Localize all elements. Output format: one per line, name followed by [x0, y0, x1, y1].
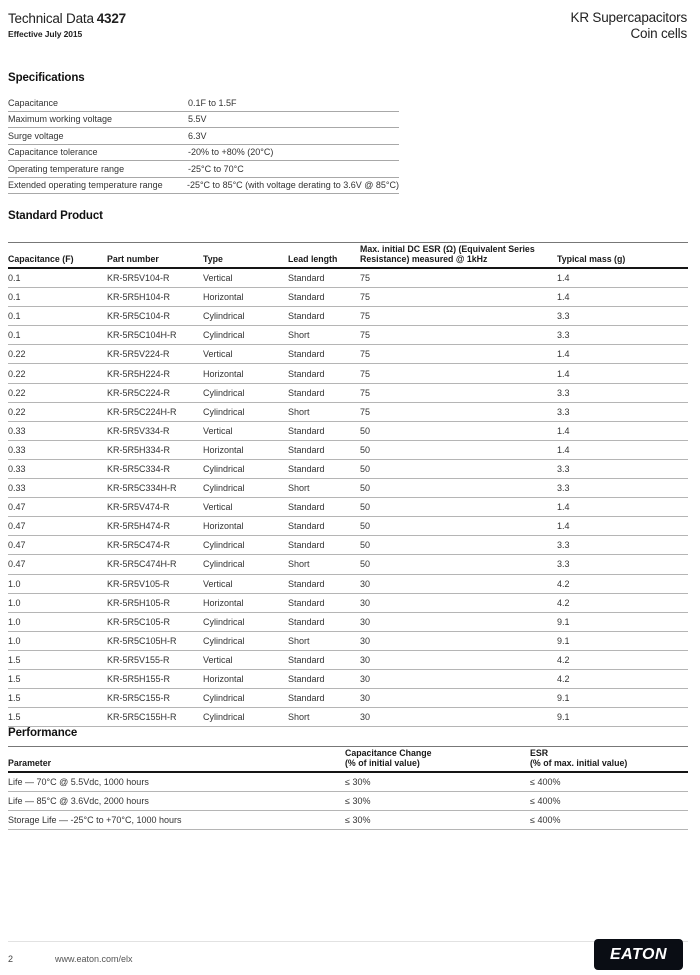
table-row — [8, 161, 399, 178]
eaton-logo — [594, 939, 683, 970]
table-cell: KR-5R5C474H-R — [107, 559, 177, 570]
table-cell: Cylindrical — [203, 616, 245, 627]
table-row — [8, 307, 688, 326]
table-cell: KR-5R5V224-R — [107, 349, 170, 360]
table-cell: 3.3 — [557, 330, 570, 341]
table-cell: Standard — [288, 425, 325, 436]
table-cell: 1.4 — [557, 425, 570, 436]
table-cell: Standard — [288, 387, 325, 398]
table-cell: Capacitance tolerance — [8, 147, 98, 158]
table-cell: Cylindrical — [203, 406, 245, 417]
table-row — [8, 594, 688, 613]
table-cell: 50 — [360, 463, 371, 474]
table-cell: 30 — [360, 712, 371, 723]
table-cell: Short — [288, 712, 310, 723]
table-row — [8, 811, 688, 830]
table-cell: 0.1F to 1.5F — [188, 97, 237, 108]
table-cell: -20% to +80% (20°C) — [188, 147, 274, 158]
table-cell: 1.0 — [8, 616, 21, 627]
table-cell: 1.5 — [8, 654, 21, 665]
table-cell: ≤ 30% — [345, 796, 371, 806]
performance-section — [8, 727, 688, 830]
table-cell: 30 — [360, 597, 371, 608]
table-cell: 4.2 — [557, 654, 570, 665]
table-cell: 0.1 — [8, 292, 21, 303]
table-cell: 0.47 — [8, 559, 26, 570]
table-cell: 3.3 — [557, 559, 570, 570]
table-row — [8, 128, 399, 145]
table-cell: Standard — [288, 463, 325, 474]
table-cell: KR-5R5H105-R — [107, 597, 171, 608]
table-cell: 0.22 — [8, 387, 26, 398]
table-row — [8, 288, 688, 307]
column-header — [530, 749, 688, 768]
table-row — [8, 403, 688, 422]
table-cell: Horizontal — [203, 521, 244, 532]
table-row — [8, 364, 688, 383]
table-cell: 0.1 — [8, 330, 21, 341]
effective-date: Effective July 2015 — [8, 29, 83, 39]
table-cell: 1.4 — [557, 273, 570, 284]
standard-product-table — [8, 269, 688, 727]
table-cell: 30 — [360, 635, 371, 646]
table-cell: KR-5R5H334-R — [107, 444, 171, 455]
table-row — [8, 326, 688, 345]
standard-product-header-row — [8, 242, 688, 269]
table-cell: 30 — [360, 616, 371, 627]
table-cell: Operating temperature range — [8, 163, 125, 174]
table-cell: Horizontal — [203, 368, 244, 379]
table-cell: Standard — [288, 368, 325, 379]
table-cell: Cylindrical — [203, 559, 245, 570]
table-cell: 30 — [360, 693, 371, 704]
table-row — [8, 792, 688, 811]
document-header-left — [8, 11, 126, 39]
table-cell: 1.0 — [8, 597, 21, 608]
table-cell: ≤ 400% — [530, 815, 561, 825]
table-cell: -25°C to 85°C (with voltage derating to 3.6V @ 85°C) — [186, 180, 399, 191]
table-cell: KR-5R5V474-R — [107, 502, 170, 513]
table-cell: 0.33 — [8, 425, 26, 436]
table-row — [8, 773, 688, 792]
table-cell: 50 — [360, 502, 371, 513]
table-cell: 0.33 — [8, 483, 26, 494]
table-cell: Cylindrical — [203, 330, 245, 341]
table-cell: KR-5R5V105-R — [107, 578, 170, 589]
table-cell: 1.4 — [557, 502, 570, 513]
performance-header-row — [8, 746, 688, 773]
table-cell: Short — [288, 330, 310, 341]
table-cell: Standard — [288, 349, 325, 360]
table-cell: KR-5R5C105H-R — [107, 635, 177, 646]
table-cell: 50 — [360, 483, 371, 494]
table-cell: KR-5R5V155-R — [107, 654, 170, 665]
table-cell: 3.3 — [557, 387, 570, 398]
column-header-sublabel: (% of initial value) — [345, 757, 420, 768]
table-row — [8, 651, 688, 670]
table-cell: Vertical — [203, 578, 233, 589]
table-cell: 3.3 — [557, 483, 570, 494]
table-cell: 1.4 — [557, 292, 570, 303]
table-cell: Cylindrical — [203, 463, 245, 474]
table-cell: 5.5V — [188, 114, 207, 125]
table-cell: KR-5R5C105-R — [107, 616, 171, 627]
table-cell: 3.3 — [557, 406, 570, 417]
table-cell: KR-5R5V334-R — [107, 425, 170, 436]
table-cell: 9.1 — [557, 693, 570, 704]
table-cell: Cylindrical — [203, 311, 245, 322]
table-cell: Standard — [288, 444, 325, 455]
table-cell: KR-5R5H155-R — [107, 674, 171, 685]
table-cell: Storage Life — -25°C to +70°C, 1000 hours — [8, 815, 182, 825]
performance-table — [8, 773, 688, 830]
table-row — [8, 536, 688, 555]
footer-divider — [8, 941, 688, 942]
table-row — [8, 178, 399, 195]
table-cell: Standard — [288, 521, 325, 532]
table-cell: Short — [288, 483, 310, 494]
table-cell: 1.0 — [8, 578, 21, 589]
table-cell: 0.22 — [8, 368, 26, 379]
footer-url: www.eaton.com/elx — [55, 954, 133, 964]
table-cell: 75 — [360, 292, 371, 303]
table-row — [8, 632, 688, 651]
table-cell: Cylindrical — [203, 540, 245, 551]
table-cell: Standard — [288, 540, 325, 551]
table-cell: 6.3V — [188, 130, 207, 141]
table-row — [8, 441, 688, 460]
document-number: 4327 — [96, 11, 126, 26]
table-cell: Standard — [288, 578, 325, 589]
column-header — [8, 759, 345, 769]
table-row — [8, 479, 688, 498]
table-cell: Cylindrical — [203, 712, 245, 723]
table-cell: Extended operating temperature range — [8, 180, 163, 191]
table-cell: Horizontal — [203, 597, 244, 608]
table-cell: 1.4 — [557, 521, 570, 532]
table-cell: Horizontal — [203, 444, 244, 455]
table-cell: 50 — [360, 444, 371, 455]
column-header: Lead length — [288, 253, 338, 264]
table-cell: KR-5R5V104-R — [107, 273, 170, 284]
table-cell: 1.5 — [8, 693, 21, 704]
table-cell: 9.1 — [557, 635, 570, 646]
table-cell: 30 — [360, 578, 371, 589]
specifications-table — [8, 95, 399, 194]
table-cell: 30 — [360, 654, 371, 665]
table-cell: KR-5R5C104-R — [107, 311, 171, 322]
table-cell: 50 — [360, 540, 371, 551]
table-cell: 4.2 — [557, 597, 570, 608]
table-cell: Vertical — [203, 425, 233, 436]
table-cell: Cylindrical — [203, 693, 245, 704]
table-cell: 4.2 — [557, 674, 570, 685]
standard-product-section — [8, 210, 688, 727]
table-cell: Standard — [288, 311, 325, 322]
table-cell: 3.3 — [557, 463, 570, 474]
table-cell: KR-5R5C474-R — [107, 540, 171, 551]
column-header: Capacitance (F) — [8, 253, 74, 264]
table-cell: Vertical — [203, 273, 233, 284]
document-title — [8, 11, 126, 26]
table-cell: ≤ 400% — [530, 796, 561, 806]
table-row — [8, 95, 399, 112]
table-cell: 1.4 — [557, 349, 570, 360]
table-cell: 0.33 — [8, 444, 26, 455]
table-cell: -25°C to 70°C — [188, 163, 244, 174]
document-type: Technical Data — [8, 11, 94, 26]
table-cell: 50 — [360, 425, 371, 436]
table-cell: KR-5R5C224H-R — [107, 406, 177, 417]
column-header-sublabel: (% of max. initial value) — [530, 757, 628, 768]
column-header: Part number — [107, 253, 159, 264]
table-cell: 9.1 — [557, 616, 570, 627]
table-cell: 50 — [360, 559, 371, 570]
table-cell: Standard — [288, 273, 325, 284]
table-cell: Vertical — [203, 502, 233, 513]
table-cell: KR-5R5C155-R — [107, 693, 171, 704]
table-row — [8, 422, 688, 441]
table-cell: Vertical — [203, 654, 233, 665]
table-row — [8, 112, 399, 129]
table-row — [8, 613, 688, 632]
table-cell: Life — 70°C @ 5.5Vdc, 1000 hours — [8, 777, 149, 787]
column-header-label: ESR — [530, 748, 549, 758]
table-cell: KR-5R5H104-R — [107, 292, 171, 303]
table-cell: Cylindrical — [203, 387, 245, 398]
column-header-label: Capacitance Change — [345, 748, 432, 758]
table-cell: 9.1 — [557, 712, 570, 723]
table-cell: KR-5R5H224-R — [107, 368, 171, 379]
table-cell: KR-5R5C224-R — [107, 387, 171, 398]
product-subtitle: Coin cells — [630, 26, 687, 41]
table-row — [8, 517, 688, 536]
table-cell: Standard — [288, 597, 325, 608]
table-cell: 1.4 — [557, 444, 570, 455]
table-cell: 1.5 — [8, 674, 21, 685]
column-header: Typical mass (g) — [557, 253, 626, 264]
table-cell: 3.3 — [557, 311, 570, 322]
table-cell: KR-5R5C334H-R — [107, 483, 177, 494]
product-line: KR Supercapacitors — [570, 10, 687, 25]
table-cell: 1.0 — [8, 635, 21, 646]
standard-product-title: Standard Product — [8, 210, 103, 222]
column-header — [345, 749, 530, 768]
specifications-title: Specifications — [8, 72, 85, 84]
table-cell: 0.22 — [8, 349, 26, 360]
table-row — [8, 670, 688, 689]
table-cell: 75 — [360, 406, 371, 417]
table-cell: 1.4 — [557, 368, 570, 379]
table-row — [8, 689, 688, 708]
table-cell: 4.2 — [557, 578, 570, 589]
table-cell: Capacitance — [8, 97, 59, 108]
table-cell: ≤ 30% — [345, 815, 371, 825]
table-cell: Standard — [288, 693, 325, 704]
table-row — [8, 384, 688, 403]
column-header: Type — [203, 253, 223, 264]
table-cell: Horizontal — [203, 292, 244, 303]
table-cell: Standard — [288, 292, 325, 303]
table-cell: 0.1 — [8, 311, 21, 322]
column-header: Max. initial DC ESR (Ω) (Equivalent Series Resistance) measured @ 1kHz — [360, 244, 535, 264]
table-cell: 75 — [360, 368, 371, 379]
table-cell: KR-5R5C155H-R — [107, 712, 177, 723]
table-cell: Surge voltage — [8, 130, 64, 141]
table-cell: Cylindrical — [203, 483, 245, 494]
table-cell: 75 — [360, 387, 371, 398]
table-cell: Standard — [288, 654, 325, 665]
performance-title: Performance — [8, 727, 78, 739]
table-cell: Vertical — [203, 349, 233, 360]
table-cell: Standard — [288, 502, 325, 513]
table-cell: 0.47 — [8, 502, 26, 513]
table-cell: 0.1 — [8, 273, 21, 284]
table-cell: Short — [288, 635, 310, 646]
table-cell: KR-5R5C104H-R — [107, 330, 177, 341]
table-row — [8, 345, 688, 364]
table-cell: 0.47 — [8, 540, 26, 551]
table-cell: 0.22 — [8, 406, 26, 417]
table-cell: KR-5R5H474-R — [107, 521, 171, 532]
table-row — [8, 498, 688, 517]
table-row — [8, 555, 688, 574]
table-cell: KR-5R5C334-R — [107, 463, 171, 474]
table-cell: ≤ 400% — [530, 777, 561, 787]
table-cell: Life — 85°C @ 3.6Vdc, 2000 hours — [8, 796, 149, 806]
table-cell: 0.47 — [8, 521, 26, 532]
page-number: 2 — [8, 954, 14, 964]
table-cell: 75 — [360, 311, 371, 322]
table-row — [8, 269, 688, 288]
table-cell: Short — [288, 559, 310, 570]
table-cell: 30 — [360, 674, 371, 685]
table-row — [8, 708, 688, 727]
table-cell: 1.5 — [8, 712, 21, 723]
table-cell: 75 — [360, 349, 371, 360]
table-row — [8, 460, 688, 479]
table-cell: 50 — [360, 521, 371, 532]
table-cell: Maximum working voltage — [8, 114, 113, 125]
table-cell: Standard — [288, 674, 325, 685]
table-cell: Standard — [288, 616, 325, 627]
table-cell: ≤ 30% — [345, 777, 371, 787]
eaton-logo-text: EATON — [609, 945, 668, 963]
table-cell: 75 — [360, 273, 371, 284]
table-cell: 75 — [360, 330, 371, 341]
table-cell: Short — [288, 406, 310, 417]
document-header-right — [571, 10, 687, 42]
column-header-label: Parameter — [8, 757, 52, 768]
table-row — [8, 575, 688, 594]
table-cell: Horizontal — [203, 674, 244, 685]
specifications-section — [8, 72, 399, 194]
table-cell: Cylindrical — [203, 635, 245, 646]
table-cell: 3.3 — [557, 540, 570, 551]
table-cell: 0.33 — [8, 463, 26, 474]
table-row — [8, 145, 399, 162]
